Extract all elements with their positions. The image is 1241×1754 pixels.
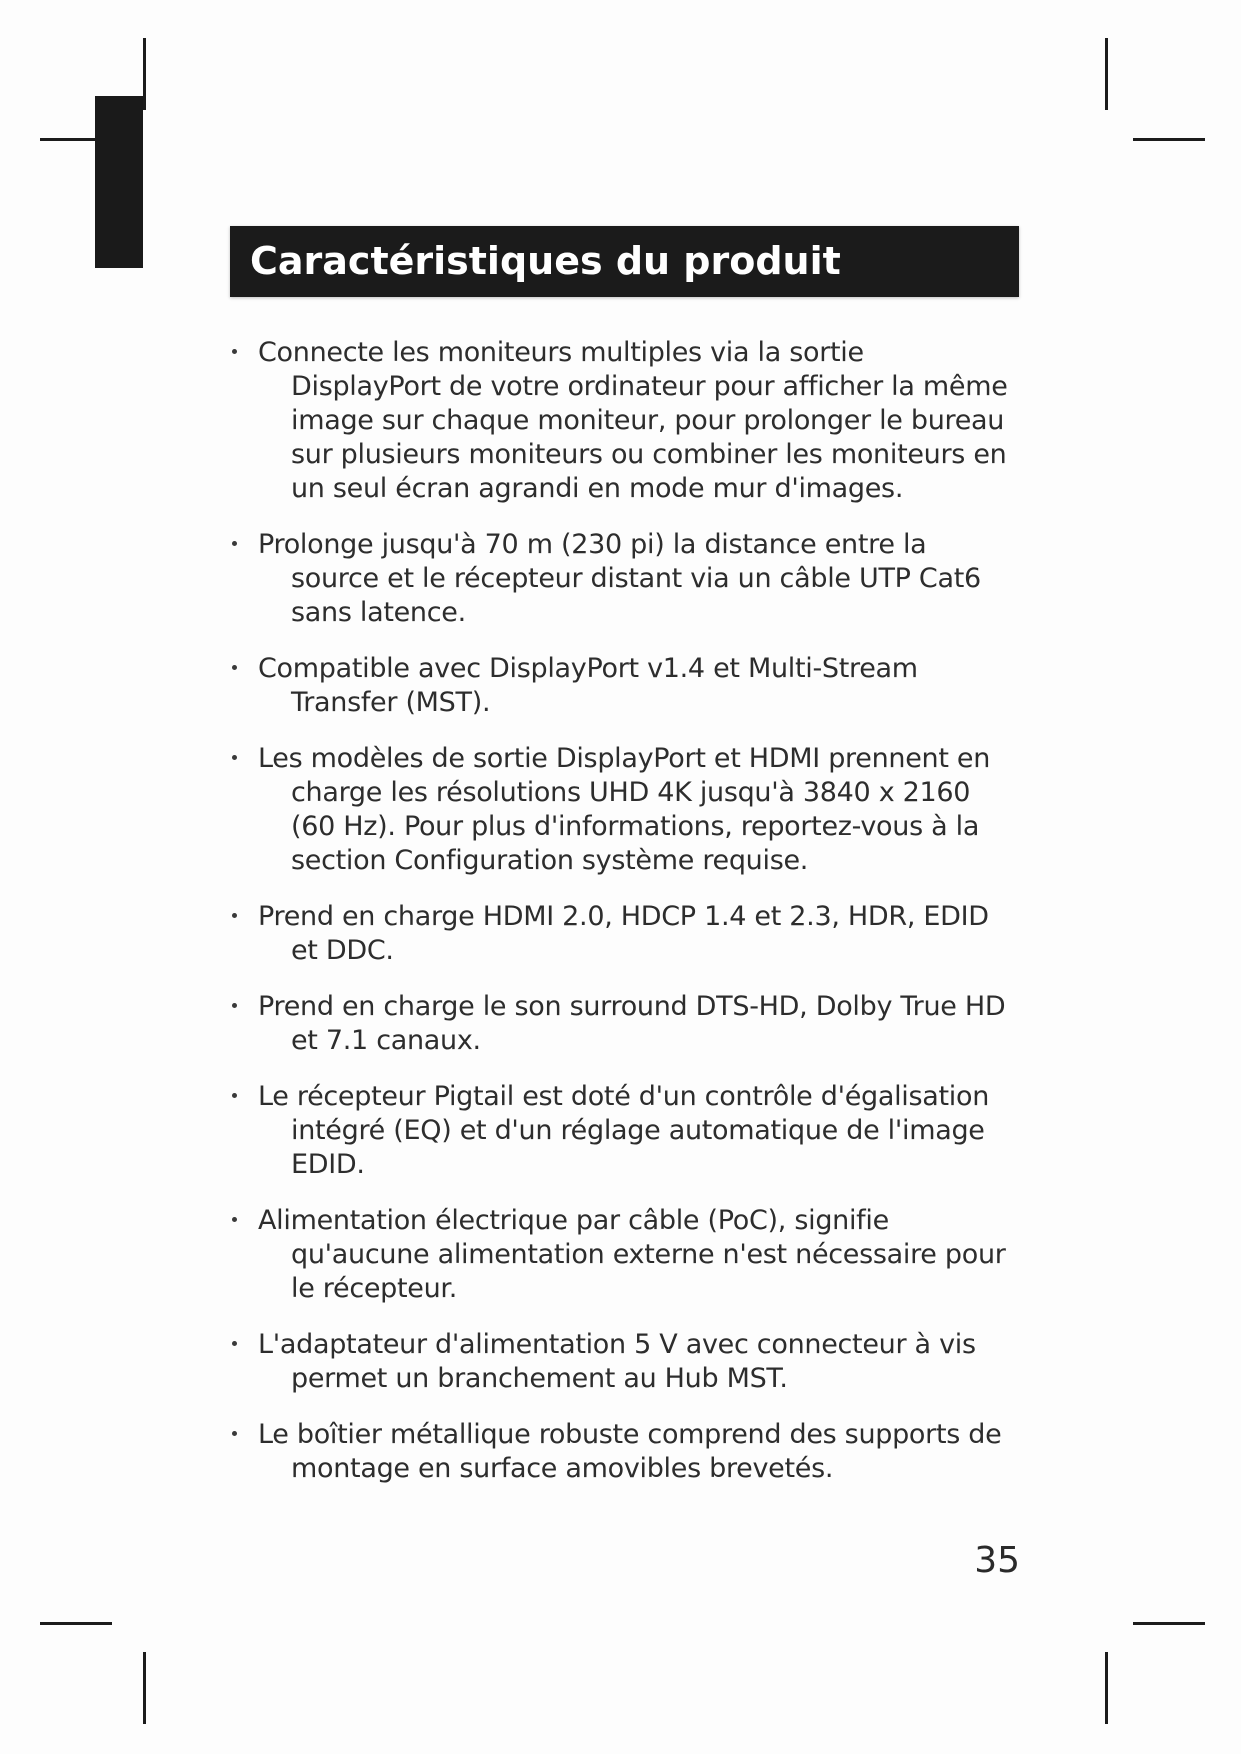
feature-text: Compatible avec DisplayPort v1.4 et Multi-Stream Transfer (MST). <box>258 653 918 718</box>
list-item <box>230 1204 1020 1306</box>
crop-mark-top-right-horizontal <box>1133 138 1205 141</box>
bullet-icon <box>232 541 237 546</box>
crop-mark-bottom-left-vertical <box>143 1652 146 1724</box>
crop-mark-bottom-right-vertical <box>1105 1652 1108 1724</box>
bullet-icon <box>232 1093 237 1098</box>
bullet-icon <box>232 913 237 918</box>
feature-text: Le récepteur Pigtail est doté d'un contrôle d'égalisation intégré (EQ) et d'un réglage automatique de l'image EDID. <box>258 1081 990 1180</box>
list-item <box>230 900 1020 968</box>
list-item <box>230 336 1020 506</box>
crop-mark-top-right-vertical <box>1105 38 1108 110</box>
bullet-icon <box>232 1431 237 1436</box>
feature-text: Prolonge jusqu'à 70 m (230 pi) la distance entre la source et le récepteur distant via un câble UTP Cat6 sans latence. <box>258 529 981 628</box>
crop-mark-top-left-vertical <box>143 38 146 110</box>
feature-text: Prend en charge le son surround DTS-HD, Dolby True HD et 7.1 canaux. <box>258 991 1006 1056</box>
feature-text: Prend en charge HDMI 2.0, HDCP 1.4 et 2.3, HDR, EDID et DDC. <box>258 901 989 966</box>
list-item <box>230 1328 1020 1396</box>
feature-text: L'adaptateur d'alimentation 5 V avec connecteur à vis permet un branchement au Hub MST. <box>258 1329 976 1394</box>
list-item <box>230 1080 1020 1182</box>
bullet-icon <box>232 1217 237 1222</box>
chapter-tab <box>95 96 143 268</box>
bullet-icon <box>232 1003 237 1008</box>
feature-text: Le boîtier métallique robuste comprend des supports de montage en surface amovibles brevetés. <box>258 1419 1002 1484</box>
feature-list <box>230 336 1020 1508</box>
bullet-icon <box>232 755 237 760</box>
bullet-icon <box>232 349 237 354</box>
section-header <box>230 226 1019 297</box>
list-item <box>230 652 1020 720</box>
bullet-icon <box>232 665 237 670</box>
crop-mark-bottom-left-horizontal <box>40 1622 112 1625</box>
list-item <box>230 990 1020 1058</box>
feature-text: Les modèles de sortie DisplayPort et HDMI prennent en charge les résolutions UHD 4K jusqu'à 3840 x 2160 (60 Hz). Pour plus d'informations, reportez-vous à la section Configuration système requise. <box>258 743 991 876</box>
feature-text: Connecte les moniteurs multiples via la sortie DisplayPort de votre ordinateur pour afficher la même image sur chaque moniteur, pour prolonger le bureau sur plusieurs moniteurs ou combiner les moniteurs en un seul écran agrandi en mode mur d'images. <box>258 337 1008 504</box>
bullet-icon <box>232 1341 237 1346</box>
section-title: Caractéristiques du produit <box>250 239 841 283</box>
list-item <box>230 1418 1020 1486</box>
page-number: 35 <box>974 1540 1020 1581</box>
list-item <box>230 528 1020 630</box>
list-item <box>230 742 1020 878</box>
crop-mark-bottom-right-horizontal <box>1133 1622 1205 1625</box>
feature-text: Alimentation électrique par câble (PoC), signifie qu'aucune alimentation externe n'est nécessaire pour le récepteur. <box>258 1205 1006 1304</box>
